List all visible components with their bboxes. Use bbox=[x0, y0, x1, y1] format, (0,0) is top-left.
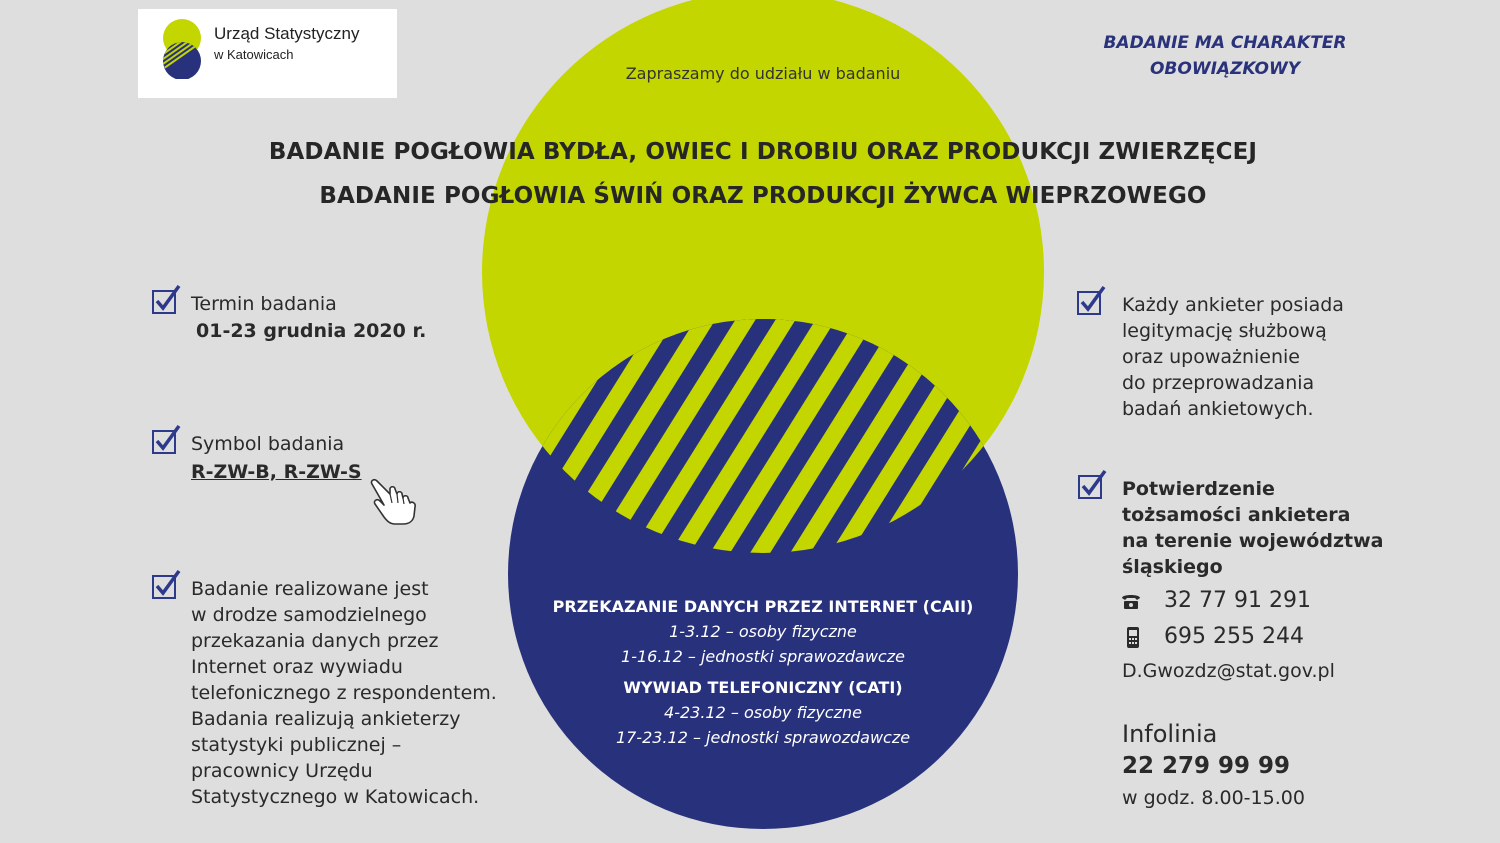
email-link[interactable]: D.Gwozdz@stat.gov.pl bbox=[1122, 660, 1335, 682]
description-line: statystyki publicznej – bbox=[191, 734, 402, 756]
phone-number[interactable]: 32 77 91 291 bbox=[1164, 588, 1311, 613]
logo-subtitle: w Katowicach bbox=[214, 47, 294, 62]
description-line: w drodze samodzielnego bbox=[191, 604, 427, 626]
checkbox-checked-icon bbox=[1077, 470, 1107, 500]
description-line: telefonicznego z respondentem. bbox=[191, 682, 497, 704]
identity-confirmation bbox=[1122, 476, 1383, 580]
interviewer-info bbox=[1122, 292, 1344, 422]
checkbox-checked-icon bbox=[1076, 286, 1106, 316]
caii-item: 1-16.12 – jednostki sprawozdawcze bbox=[621, 647, 905, 666]
caii-heading: PRZEKAZANIE DANYCH PRZEZ INTERNET (CAII) bbox=[552, 597, 974, 616]
pointing-hand-icon bbox=[368, 476, 420, 526]
description-line: Statystycznego w Katowicach. bbox=[191, 786, 480, 808]
infoline-label: Infolinia bbox=[1122, 720, 1218, 748]
confirm-line: Potwierdzenie bbox=[1122, 478, 1275, 500]
symbol-label: Symbol badania bbox=[191, 433, 345, 455]
description-line: Badania realizują ankieterzy bbox=[191, 708, 461, 730]
cati-heading: WYWIAD TELEFONICZNY (CATI) bbox=[623, 678, 903, 697]
interviewer-line: oraz upoważnienie bbox=[1122, 346, 1300, 368]
description-line: przekazania danych przez bbox=[191, 630, 439, 652]
checkbox-checked-icon bbox=[151, 425, 181, 455]
term-label: Termin badania bbox=[191, 293, 337, 315]
cati-item: 4-23.12 – osoby fizyczne bbox=[664, 703, 862, 722]
page-title-line-2: BADANIE POGŁOWIA ŚWIŃ ORAZ PRODUKCJI ŻYWCA WIEPRZOWEGO bbox=[319, 183, 1207, 209]
description-line: pracownicy Urzędu bbox=[191, 760, 373, 782]
caii-item: 1-3.12 – osoby fizyczne bbox=[669, 622, 857, 641]
confirm-line: tożsamości ankietera bbox=[1122, 504, 1351, 526]
page-title-line-1: BADANIE POGŁOWIA BYDŁA, OWIEC I DROBIU ORAZ PRODUKCJI ZWIERZĘCEJ bbox=[268, 139, 1258, 165]
checkbox-checked-icon bbox=[151, 570, 181, 600]
cati-item: 17-23.12 – jednostki sprawozdawcze bbox=[615, 728, 911, 747]
symbol-value-link[interactable]: R-ZW-B, R-ZW-S bbox=[191, 461, 362, 483]
description-line: Badanie realizowane jest bbox=[191, 578, 429, 600]
invite-text: Zapraszamy do udziału w badaniu bbox=[625, 64, 901, 83]
mobile-phone-icon bbox=[1122, 625, 1144, 649]
description-line: Internet oraz wywiadu bbox=[191, 656, 403, 678]
infoline-hours: w godz. 8.00-15.00 bbox=[1122, 787, 1305, 809]
interviewer-line: badań ankietowych. bbox=[1122, 398, 1314, 420]
method-description bbox=[191, 576, 497, 810]
mandatory-line-2: OBOWIĄZKOWY bbox=[1149, 59, 1301, 79]
confirm-line: na terenie województwa bbox=[1122, 530, 1384, 552]
interviewer-line: legitymację służbową bbox=[1122, 320, 1327, 342]
logo-title: Urząd Statystyczny bbox=[214, 24, 360, 43]
interviewer-line: Każdy ankieter posiada bbox=[1122, 294, 1344, 316]
collection-methods bbox=[490, 594, 1036, 750]
checkbox-checked-icon bbox=[151, 285, 181, 315]
interviewer-line: do przeprowadzania bbox=[1122, 372, 1315, 394]
telephone-icon bbox=[1120, 590, 1142, 614]
term-value: 01-23 grudnia 2020 r. bbox=[196, 320, 427, 342]
confirm-line: śląskiego bbox=[1122, 556, 1223, 578]
infoline-number[interactable]: 22 279 99 99 bbox=[1122, 753, 1291, 779]
mobile-number[interactable]: 695 255 244 bbox=[1164, 624, 1304, 649]
mandatory-line-1: BADANIE MA CHARAKTER bbox=[1103, 33, 1347, 53]
